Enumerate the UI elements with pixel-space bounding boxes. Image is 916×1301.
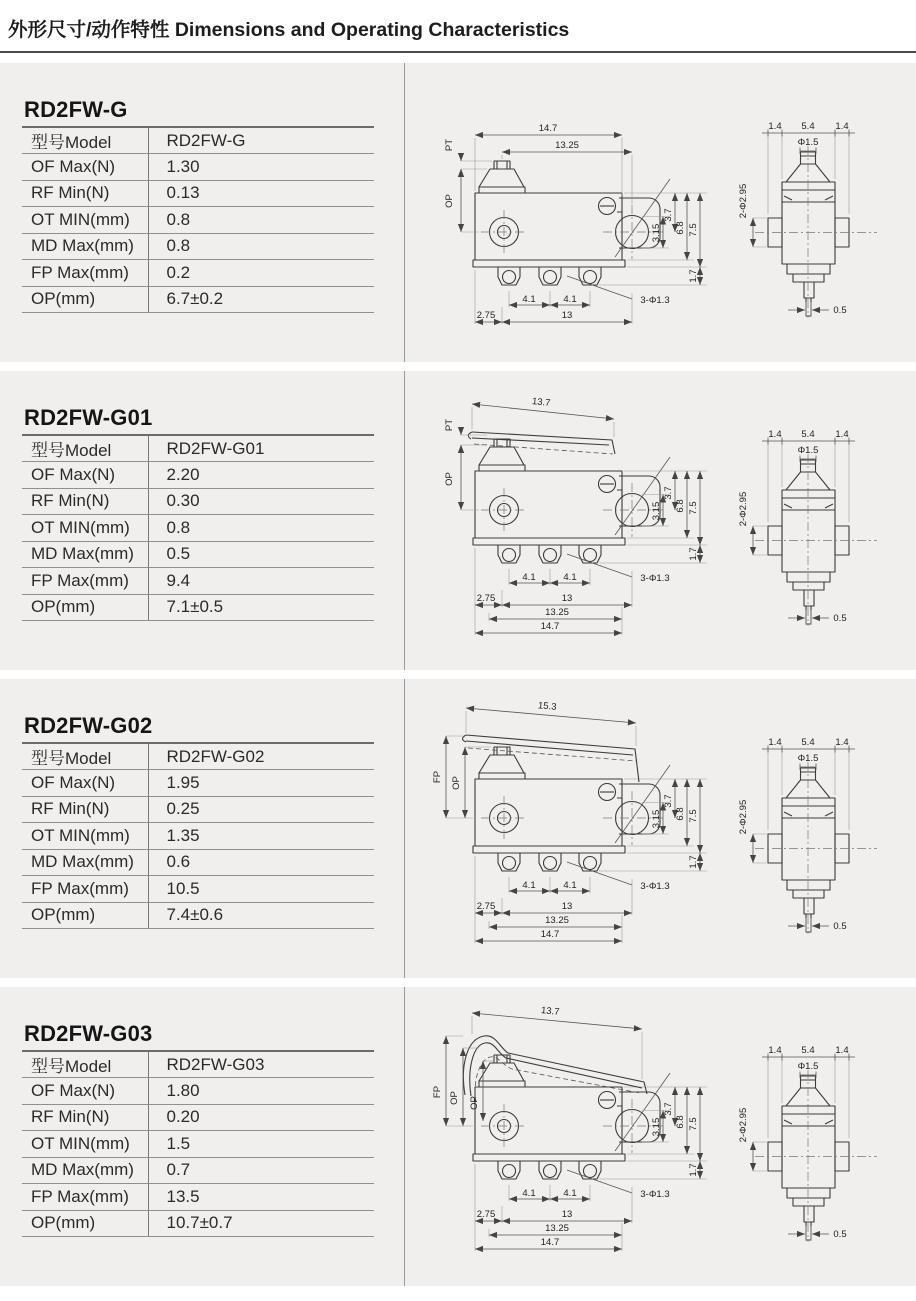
dim-label: 13.7 xyxy=(531,396,552,409)
row-value: 0.6 xyxy=(148,849,374,876)
row-label: OT MIN(mm) xyxy=(22,1131,148,1158)
row-value: 0.8 xyxy=(148,207,374,234)
row-value: 1.95 xyxy=(148,770,374,797)
spec-table xyxy=(22,1050,374,1237)
model-heading: RD2FW-G02 xyxy=(24,713,153,738)
row-label: MD Max(mm) xyxy=(22,233,148,260)
dim-label: 14.7 xyxy=(538,123,558,134)
model-heading: RD2FW-G01 xyxy=(24,405,153,430)
dim-label: PT xyxy=(444,138,455,152)
row-label: FP Max(mm) xyxy=(22,1184,148,1211)
row-value: RD2FW-G01 xyxy=(148,435,374,462)
page-title: 外形尺寸/动作特性 Dimensions and Operating Characteristics xyxy=(0,0,916,53)
dim-label: FP xyxy=(432,1085,443,1099)
front-view-drawing xyxy=(417,383,733,647)
dim-label: 15.3 xyxy=(537,700,557,713)
row-value: 0.25 xyxy=(148,796,374,823)
spec-panel xyxy=(0,679,405,978)
row-label: FP Max(mm) xyxy=(22,568,148,595)
row-value: 7.1±0.5 xyxy=(148,594,374,621)
spec-panel xyxy=(0,63,405,362)
row-label: OF Max(N) xyxy=(22,770,148,797)
row-label: OP(mm) xyxy=(22,594,148,621)
row-label: FP Max(mm) xyxy=(22,876,148,903)
dim-label: 13.25 xyxy=(555,140,579,151)
row-value: 6.7±0.2 xyxy=(148,286,374,313)
dim-label: OP xyxy=(469,1096,480,1110)
row-label: OP(mm) xyxy=(22,286,148,313)
row-label: FP Max(mm) xyxy=(22,260,148,287)
row-value: 7.4±0.6 xyxy=(148,902,374,929)
drawings xyxy=(405,63,916,362)
row-label: 型号Model xyxy=(22,127,148,154)
side-view-drawing xyxy=(737,1028,913,1252)
front-view-drawing xyxy=(417,105,733,345)
row-value: 13.5 xyxy=(148,1184,374,1211)
row-value: 0.30 xyxy=(148,488,374,515)
dim-label: FP xyxy=(432,770,443,784)
row-value: 0.2 xyxy=(148,260,374,287)
row-label: RF Min(N) xyxy=(22,180,148,207)
drawings xyxy=(405,371,916,670)
row-value: 10.5 xyxy=(148,876,374,903)
row-label: 型号Model xyxy=(22,743,148,770)
row-value: 1.80 xyxy=(148,1078,374,1105)
row-label: RF Min(N) xyxy=(22,1104,148,1131)
row-label: OP(mm) xyxy=(22,1210,148,1237)
row-value: RD2FW-G02 xyxy=(148,743,374,770)
row-label: OF Max(N) xyxy=(22,1078,148,1105)
row-label: OP(mm) xyxy=(22,902,148,929)
row-value: 10.7±0.7 xyxy=(148,1210,374,1237)
row-label: RF Min(N) xyxy=(22,488,148,515)
front-view-drawing xyxy=(417,999,733,1263)
model-heading: RD2FW-G xyxy=(24,97,128,122)
dim-label: 13.7 xyxy=(540,1005,561,1018)
dim-label: 13 xyxy=(561,310,573,321)
spec-panel xyxy=(0,987,405,1286)
row-value: 0.8 xyxy=(148,233,374,260)
row-label: 型号Model xyxy=(22,435,148,462)
row-value: RD2FW-G03 xyxy=(148,1051,374,1078)
dim-label: OP xyxy=(449,1091,460,1105)
row-label: OT MIN(mm) xyxy=(22,515,148,542)
row-value: 9.4 xyxy=(148,568,374,595)
dim-label: OP xyxy=(444,194,455,208)
row-label: MD Max(mm) xyxy=(22,1157,148,1184)
side-view-drawing xyxy=(737,720,913,944)
drawings xyxy=(405,987,916,1286)
row-value: 0.20 xyxy=(148,1104,374,1131)
spec-table xyxy=(22,742,374,929)
row-value: 1.30 xyxy=(148,154,374,181)
section-card-rd2fw-g02 xyxy=(0,679,916,978)
spec-table xyxy=(22,434,374,621)
spec-panel xyxy=(0,371,405,670)
section-card-rd2fw-g03 xyxy=(0,987,916,1286)
dim-label: 2.75 xyxy=(476,310,496,321)
row-label: OT MIN(mm) xyxy=(22,823,148,850)
row-value: 1.5 xyxy=(148,1131,374,1158)
drawings xyxy=(405,679,916,978)
row-value: 0.7 xyxy=(148,1157,374,1184)
row-label: OF Max(N) xyxy=(22,154,148,181)
row-value: 1.35 xyxy=(148,823,374,850)
front-view-drawing xyxy=(417,691,733,955)
dim-label: PT xyxy=(444,418,455,432)
row-label: OT MIN(mm) xyxy=(22,207,148,234)
row-value: 0.8 xyxy=(148,515,374,542)
section-card-rd2fw-g01 xyxy=(0,371,916,670)
dim-label: OP xyxy=(451,776,462,790)
row-value: RD2FW-G xyxy=(148,127,374,154)
section-card-rd2fw-g xyxy=(0,63,916,362)
row-value: 0.5 xyxy=(148,541,374,568)
row-value: 2.20 xyxy=(148,462,374,489)
model-heading: RD2FW-G03 xyxy=(24,1021,153,1046)
row-label: MD Max(mm) xyxy=(22,541,148,568)
row-label: 型号Model xyxy=(22,1051,148,1078)
row-value: 0.13 xyxy=(148,180,374,207)
dim-label: OP xyxy=(444,472,455,486)
row-label: MD Max(mm) xyxy=(22,849,148,876)
spec-table xyxy=(22,126,374,313)
side-view-drawing xyxy=(737,412,913,636)
row-label: RF Min(N) xyxy=(22,796,148,823)
row-label: OF Max(N) xyxy=(22,462,148,489)
side-view-drawing xyxy=(737,104,913,328)
